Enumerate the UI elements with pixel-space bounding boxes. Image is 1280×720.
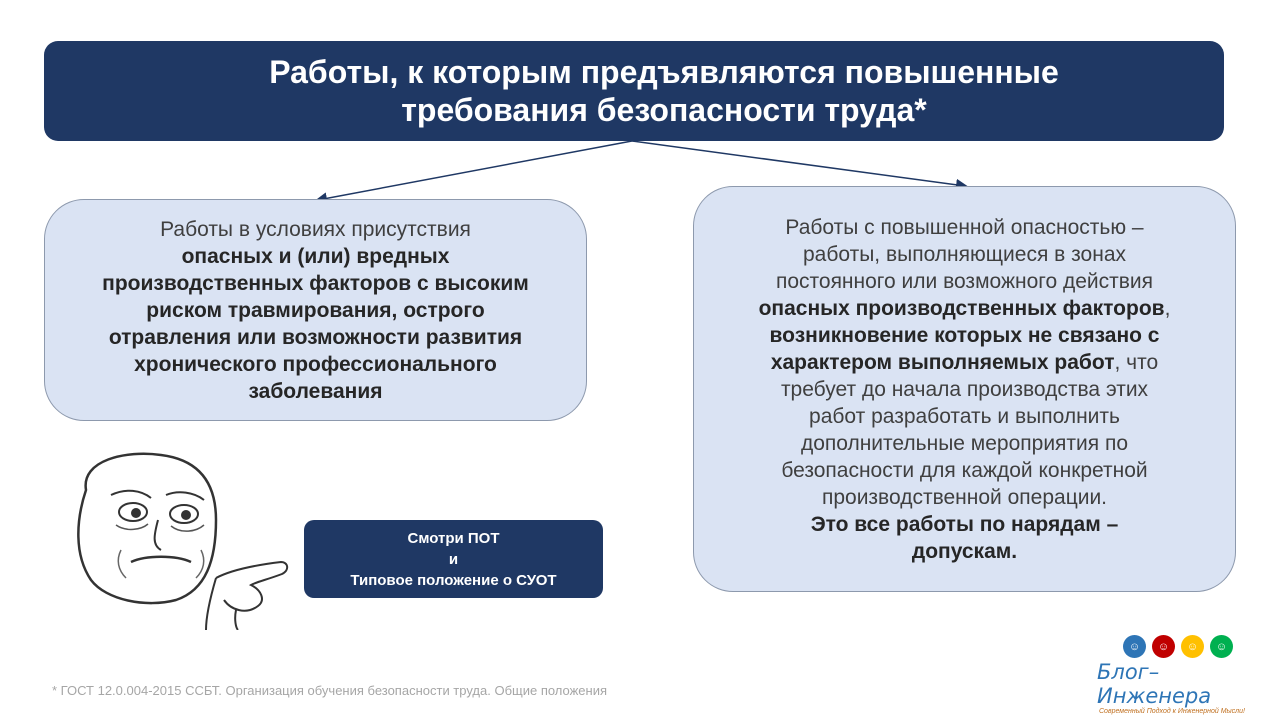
see-line-1: Смотри ПОТ bbox=[407, 529, 500, 547]
left-line-5: отравления или возможности развития bbox=[108, 325, 523, 349]
right-line-6-bold: характером выполняемых работ bbox=[770, 350, 1115, 374]
title-line-1: Работы, к которым предъявляются повышенные bbox=[269, 54, 1059, 90]
right-line-12: Это все работы по нарядам – bbox=[810, 512, 1119, 536]
see-line-3: Типовое положение о СУОТ bbox=[350, 571, 557, 589]
right-line-11: производственной операции. bbox=[821, 485, 1108, 509]
right-line-1: Работы с повышенной опасностью – bbox=[785, 215, 1144, 239]
right-line-6-tail: , что bbox=[1114, 350, 1159, 374]
footnote: * ГОСТ 12.0.004-2015 ССБТ. Организация обучения безопасности труда. Общие положения bbox=[52, 683, 608, 698]
left-line-4: риском травмирования, острого bbox=[146, 298, 485, 322]
right-line-10: безопасности для каждой конкретной bbox=[781, 458, 1148, 482]
engineer-blue-icon: ☺ bbox=[1123, 635, 1146, 658]
title-line-2: требования безопасности труда* bbox=[401, 92, 927, 128]
arrow-to-left-box bbox=[318, 141, 632, 200]
engineer-yellow-icon: ☺ bbox=[1181, 635, 1204, 658]
right-line-4-tail: , bbox=[1164, 296, 1171, 320]
left-line-3: производственных факторов с высоким bbox=[102, 271, 529, 295]
right-line-13: допускам. bbox=[911, 539, 1018, 563]
left-line-1: Работы в условиях присутствия bbox=[160, 217, 471, 241]
engineer-red-icon: ☺ bbox=[1152, 635, 1175, 658]
left-line-2: опасных и (или) вредных bbox=[181, 244, 450, 268]
right-line-4 bbox=[718, 295, 1211, 322]
right-line-8: работ разработать и выполнить bbox=[809, 404, 1120, 428]
engineer-green-icon: ☺ bbox=[1210, 635, 1233, 658]
right-line-3: постоянного или возможного действия bbox=[775, 269, 1154, 293]
logo-slogan: Современный Подход к Инженерной Мысли! bbox=[1099, 708, 1245, 715]
see-reference-box bbox=[304, 520, 603, 598]
meme-face-illustration bbox=[66, 450, 296, 630]
logo-icons bbox=[1123, 635, 1265, 658]
high-danger-works-box bbox=[693, 186, 1236, 592]
logo-name: Блог–Инженера bbox=[1097, 660, 1212, 708]
hazardous-factors-box bbox=[44, 199, 587, 421]
right-line-4-bold: опасных производственных факторов bbox=[758, 296, 1165, 320]
right-line-9: дополнительные мероприятия по bbox=[800, 431, 1129, 455]
right-line-2: работы, выполняющиеся в зонах bbox=[802, 242, 1127, 266]
arrow-to-right-box bbox=[632, 141, 965, 186]
see-line-2: и bbox=[448, 550, 459, 568]
left-line-6: хронического профессионального bbox=[134, 352, 497, 376]
right-line-6 bbox=[718, 349, 1211, 376]
left-line-7: заболевания bbox=[248, 379, 383, 403]
blog-engineer-logo bbox=[1095, 635, 1265, 715]
right-line-5: возникновение которых не связано с bbox=[769, 323, 1160, 347]
right-line-7: требует до начала производства этих bbox=[780, 377, 1149, 401]
